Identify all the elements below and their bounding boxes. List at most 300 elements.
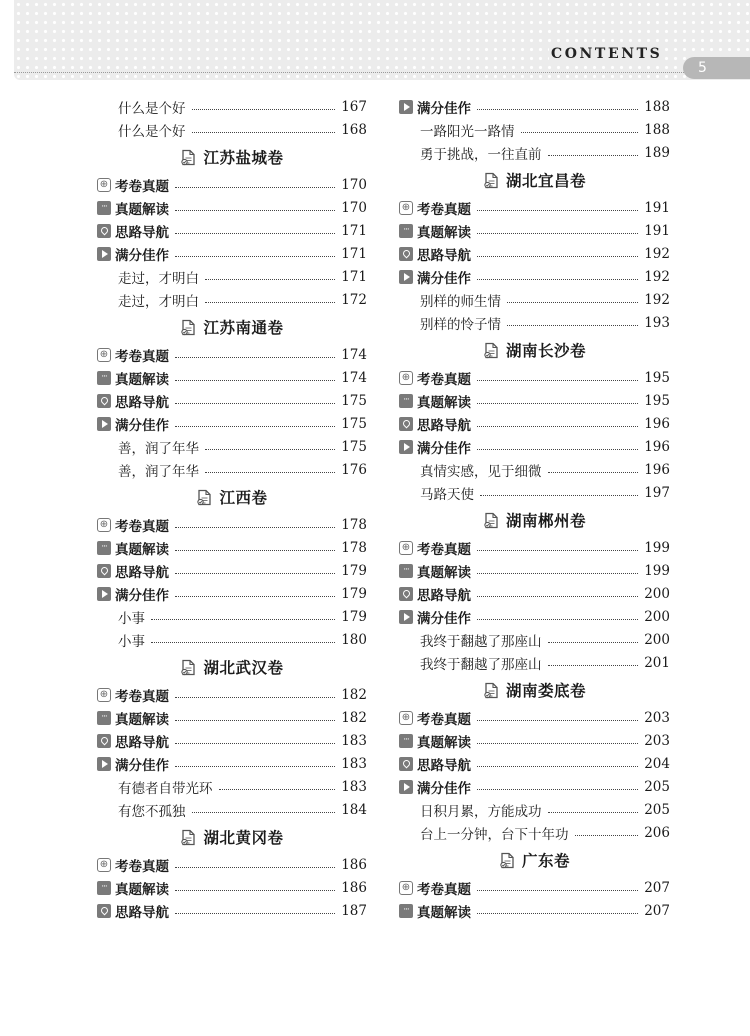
toc-entry-label: 思路导航 — [115, 564, 169, 581]
section-heading — [399, 334, 670, 366]
exam-paper-icon: ⊕ — [399, 201, 413, 215]
dot-leader — [175, 867, 335, 868]
toc-entry[interactable] — [97, 729, 367, 752]
dot-leader — [175, 573, 335, 574]
exam-paper-icon: ⊕ — [97, 178, 111, 192]
play-icon — [399, 780, 413, 794]
dot-leader — [477, 380, 638, 381]
header-band — [14, 0, 750, 80]
toc-essay-entry[interactable] — [399, 628, 670, 651]
play-icon — [399, 100, 413, 114]
section-heading-label: 湖北黄冈卷 — [203, 829, 284, 847]
toc-entry[interactable] — [97, 582, 367, 605]
page-number: 187 — [341, 902, 367, 919]
dot-leader — [205, 279, 335, 280]
page-number: 201 — [644, 654, 670, 671]
page-number: 179 — [341, 585, 367, 602]
dot-leader — [548, 665, 639, 666]
dot-leader — [192, 132, 336, 133]
document-icon — [499, 852, 516, 869]
page-number: 205 — [644, 778, 670, 795]
page-number: 186 — [341, 879, 367, 896]
toc-entry[interactable] — [399, 876, 670, 899]
page-number: 196 — [644, 415, 670, 432]
toc-entry-label: 走过，才明白 — [118, 293, 199, 310]
exam-paper-icon: ⊕ — [97, 518, 111, 532]
toc-entry[interactable] — [399, 242, 670, 265]
document-icon — [483, 682, 500, 699]
dot-leader — [205, 472, 335, 473]
toc-entry[interactable] — [399, 559, 670, 582]
exam-paper-icon: ⊕ — [399, 711, 413, 725]
toc-entry[interactable] — [399, 435, 670, 458]
section-heading — [97, 481, 367, 513]
toc-entry-label: 勇于挑战，一往直前 — [420, 146, 542, 163]
page-number: 172 — [341, 291, 367, 308]
dot-leader — [477, 279, 638, 280]
toc-entry-label: 思路导航 — [115, 904, 169, 921]
page-number: 183 — [341, 755, 367, 772]
page-number: 182 — [341, 709, 367, 726]
section-heading — [399, 844, 670, 876]
toc-essay-entry[interactable] — [97, 265, 367, 288]
toc-entry-label: 马路天使 — [420, 486, 474, 503]
toc-entry-label: 满分佳作 — [417, 780, 471, 797]
toc-entry[interactable] — [399, 899, 670, 922]
toc-entry-label: 思路导航 — [115, 224, 169, 241]
reading-icon: ··· — [97, 371, 111, 385]
dot-leader — [477, 233, 638, 234]
dot-leader — [151, 642, 335, 643]
toc-entry-label: 思路导航 — [417, 417, 471, 434]
page-title: CONTENTS — [551, 46, 663, 62]
toc-entry-label: 我终于翻越了那座山 — [420, 633, 542, 650]
dot-leader — [477, 890, 638, 891]
toc-entry[interactable] — [97, 683, 367, 706]
toc-entry[interactable] — [97, 752, 367, 775]
toc-essay-entry[interactable] — [97, 435, 367, 458]
section-heading-label: 湖南郴州卷 — [505, 512, 586, 530]
toc-entry-label: 考卷真题 — [417, 201, 471, 218]
dot-leader — [175, 256, 335, 257]
dot-leader — [477, 720, 638, 721]
page-number: 174 — [341, 369, 367, 386]
page-number: 206 — [644, 824, 670, 841]
toc-entry-label: 考卷真题 — [417, 881, 471, 898]
page-number: 176 — [341, 461, 367, 478]
toc-entry[interactable] — [97, 706, 367, 729]
toc-entry[interactable] — [399, 366, 670, 389]
page-number: 196 — [644, 438, 670, 455]
page-number: 203 — [644, 709, 670, 726]
dot-leader — [548, 812, 639, 813]
page-number-tab: 5 — [683, 57, 750, 79]
toc-entry-label: 台上一分钟，台下十年功 — [420, 826, 569, 843]
dot-leader — [192, 812, 336, 813]
navigation-pin-icon — [399, 417, 413, 431]
toc-entry[interactable] — [97, 412, 367, 435]
section-heading — [97, 141, 367, 173]
toc-entry-label: 什么是个好 — [118, 100, 186, 117]
dot-leader — [175, 403, 335, 404]
exam-paper-icon: ⊕ — [97, 688, 111, 702]
dot-leader — [477, 550, 638, 551]
dot-leader — [548, 472, 639, 473]
page-number: 188 — [644, 121, 670, 138]
page-number: 175 — [341, 438, 367, 455]
page-number: 207 — [644, 902, 670, 919]
dot-leader — [175, 697, 335, 698]
reading-icon: ··· — [97, 711, 111, 725]
toc-entry-label: 考卷真题 — [115, 858, 169, 875]
toc-entry-label: 考卷真题 — [417, 541, 471, 558]
page-number: 180 — [341, 631, 367, 648]
reading-icon: ··· — [399, 734, 413, 748]
page-number: 178 — [341, 516, 367, 533]
dot-leader — [151, 619, 335, 620]
dot-leader — [175, 527, 335, 528]
toc-entry-label: 日积月累，方能成功 — [420, 803, 542, 820]
page-number: 207 — [644, 879, 670, 896]
toc-entry-label: 什么是个好 — [118, 123, 186, 140]
toc-entry-label: 真题解读 — [417, 564, 471, 581]
toc-entry-label: 真题解读 — [115, 371, 169, 388]
page-number: 192 — [644, 245, 670, 262]
dot-leader — [477, 573, 638, 574]
page-number: 174 — [341, 346, 367, 363]
reading-icon: ··· — [97, 541, 111, 555]
reading-icon: ··· — [97, 201, 111, 215]
document-icon — [180, 319, 197, 336]
page-number: 204 — [644, 755, 670, 772]
toc-entry-label: 小事 — [118, 633, 145, 650]
toc-entry[interactable] — [97, 173, 367, 196]
section-heading-label: 广东卷 — [521, 852, 570, 870]
toc-essay-entry[interactable] — [97, 628, 367, 651]
toc-entry-label: 满分佳作 — [417, 100, 471, 117]
play-icon — [97, 757, 111, 771]
toc-entry-label: 善，润了年华 — [118, 440, 199, 457]
toc-entry-label: 满分佳作 — [115, 417, 169, 434]
header-divider — [14, 72, 686, 73]
toc-essay-entry[interactable] — [399, 288, 670, 311]
dot-leader — [175, 380, 335, 381]
page-number: 205 — [644, 801, 670, 818]
section-heading — [399, 504, 670, 536]
toc-essay-entry[interactable] — [97, 95, 367, 118]
dot-leader — [175, 890, 335, 891]
toc-entry[interactable] — [97, 389, 367, 412]
page-number: 175 — [341, 415, 367, 432]
toc-essay-entry[interactable] — [399, 481, 670, 504]
toc-entry-label: 考卷真题 — [115, 688, 169, 705]
toc-entry-label: 考卷真题 — [417, 371, 471, 388]
dot-leader — [477, 256, 638, 257]
page-number: 200 — [644, 608, 670, 625]
reading-icon: ··· — [399, 394, 413, 408]
toc-entry[interactable] — [97, 513, 367, 536]
dot-leader — [175, 596, 335, 597]
section-heading-label: 湖北武汉卷 — [203, 659, 284, 677]
dot-leader — [477, 619, 638, 620]
page-number: 184 — [341, 801, 367, 818]
toc-essay-entry[interactable] — [399, 821, 670, 844]
section-heading — [97, 311, 367, 343]
dot-leader — [175, 187, 335, 188]
document-icon — [180, 149, 197, 166]
dot-leader — [205, 449, 335, 450]
toc-entry[interactable] — [97, 559, 367, 582]
toc-entry[interactable] — [97, 536, 367, 559]
toc-essay-entry[interactable] — [97, 118, 367, 141]
page-number: 171 — [341, 268, 367, 285]
page-number: 197 — [644, 484, 670, 501]
toc-essay-entry[interactable] — [399, 311, 670, 334]
toc-essay-entry[interactable] — [97, 288, 367, 311]
navigation-pin-icon — [97, 224, 111, 238]
page-number: 175 — [341, 392, 367, 409]
toc-entry[interactable] — [97, 876, 367, 899]
toc-entry-label: 思路导航 — [115, 394, 169, 411]
dot-leader — [205, 302, 335, 303]
dot-leader — [477, 766, 638, 767]
toc-entry[interactable] — [399, 412, 670, 435]
toc-entry[interactable] — [97, 853, 367, 876]
toc-entry-label: 思路导航 — [417, 587, 471, 604]
exam-paper-icon: ⊕ — [97, 858, 111, 872]
toc-essay-entry[interactable] — [399, 798, 670, 821]
page-number: 192 — [644, 291, 670, 308]
dot-leader — [480, 495, 638, 496]
page-number: 186 — [341, 856, 367, 873]
dot-leader — [548, 155, 639, 156]
section-heading-label: 江苏盐城卷 — [203, 149, 284, 167]
dot-leader — [175, 720, 335, 721]
page-number: 195 — [644, 369, 670, 386]
dot-leader — [175, 426, 335, 427]
toc-entry-label: 真题解读 — [115, 201, 169, 218]
dot-leader — [219, 789, 336, 790]
page-number: 179 — [341, 562, 367, 579]
toc-essay-entry[interactable] — [399, 118, 670, 141]
dot-leader — [477, 743, 638, 744]
section-heading — [97, 651, 367, 683]
dot-leader — [175, 766, 335, 767]
toc-essay-entry[interactable] — [97, 775, 367, 798]
page-number: 191 — [644, 199, 670, 216]
toc-entry[interactable] — [399, 196, 670, 219]
toc-entry-label: 走过，才明白 — [118, 270, 199, 287]
toc-entry[interactable] — [97, 242, 367, 265]
dot-leader — [507, 325, 638, 326]
toc-entry-label: 考卷真题 — [417, 711, 471, 728]
dot-leader — [477, 403, 638, 404]
toc-entry-label: 小事 — [118, 610, 145, 627]
toc-essay-entry[interactable] — [97, 458, 367, 481]
page-number: 199 — [644, 562, 670, 579]
toc-entry-label: 真题解读 — [417, 904, 471, 921]
toc-entry-label: 满分佳作 — [417, 440, 471, 457]
page-number: 168 — [341, 121, 367, 138]
toc-entry-label: 考卷真题 — [115, 518, 169, 535]
toc-entry[interactable] — [97, 219, 367, 242]
toc-entry-label: 有德者自带光环 — [118, 780, 213, 797]
reading-icon: ··· — [399, 564, 413, 578]
toc-essay-entry[interactable] — [97, 605, 367, 628]
navigation-pin-icon — [399, 757, 413, 771]
exam-paper-icon: ⊕ — [97, 348, 111, 362]
toc-essay-entry[interactable] — [399, 651, 670, 674]
dot-leader — [192, 109, 336, 110]
page-number: 192 — [644, 268, 670, 285]
toc-entry-label: 满分佳作 — [417, 270, 471, 287]
toc-entry[interactable] — [97, 366, 367, 389]
page-number: 200 — [644, 631, 670, 648]
toc-entry-label: 别样的怜子情 — [420, 316, 501, 333]
dot-leader — [175, 210, 335, 211]
toc-entry[interactable] — [97, 343, 367, 366]
page-number: 171 — [341, 245, 367, 262]
document-icon — [483, 512, 500, 529]
document-icon — [180, 659, 197, 676]
page-number: 170 — [341, 199, 367, 216]
toc-entry[interactable] — [399, 729, 670, 752]
toc-entry-label: 满分佳作 — [115, 587, 169, 604]
navigation-pin-icon — [97, 734, 111, 748]
dot-leader — [548, 642, 639, 643]
page-number: 203 — [644, 732, 670, 749]
play-icon — [399, 440, 413, 454]
play-icon — [399, 270, 413, 284]
page-number: 183 — [341, 778, 367, 795]
toc-entry-label: 真题解读 — [115, 881, 169, 898]
dot-leader — [477, 210, 638, 211]
toc-entry[interactable] — [399, 536, 670, 559]
document-icon — [180, 829, 197, 846]
dot-leader — [575, 835, 639, 836]
reading-icon: ··· — [399, 224, 413, 238]
document-icon — [196, 489, 213, 506]
navigation-pin-icon — [97, 564, 111, 578]
page-number: 200 — [644, 585, 670, 602]
toc-essay-entry[interactable] — [97, 798, 367, 821]
toc-entry-label: 真题解读 — [417, 734, 471, 751]
page-number: 182 — [341, 686, 367, 703]
toc-entry-label: 满分佳作 — [115, 757, 169, 774]
page-number: 179 — [341, 608, 367, 625]
page-number: 199 — [644, 539, 670, 556]
reading-icon: ··· — [399, 904, 413, 918]
page-number: 171 — [341, 222, 367, 239]
dot-leader — [175, 743, 335, 744]
toc-entry[interactable] — [399, 706, 670, 729]
exam-paper-icon: ⊕ — [399, 541, 413, 555]
toc-entry-label: 真题解读 — [417, 224, 471, 241]
toc-entry-label: 别样的师生情 — [420, 293, 501, 310]
section-heading — [399, 164, 670, 196]
page-number: 188 — [644, 98, 670, 115]
section-heading-label: 江西卷 — [219, 489, 268, 507]
toc-entry[interactable] — [399, 582, 670, 605]
toc-entry-label: 考卷真题 — [115, 348, 169, 365]
toc-entry-label: 考卷真题 — [115, 178, 169, 195]
page-number: 167 — [341, 98, 367, 115]
toc-left-column — [97, 95, 367, 922]
exam-paper-icon: ⊕ — [399, 881, 413, 895]
play-icon — [399, 610, 413, 624]
page-number: 193 — [644, 314, 670, 331]
toc-entry-label: 思路导航 — [417, 247, 471, 264]
toc-entry-label: 满分佳作 — [417, 610, 471, 627]
toc-essay-entry[interactable] — [399, 141, 670, 164]
play-icon — [97, 247, 111, 261]
page-number: 170 — [341, 176, 367, 193]
dot-leader — [477, 426, 638, 427]
toc-entry[interactable] — [97, 196, 367, 219]
toc-entry-label: 真题解读 — [417, 394, 471, 411]
toc-entry-label: 真题解读 — [115, 541, 169, 558]
dot-leader — [477, 596, 638, 597]
toc-entry-label: 一路阳光一路情 — [420, 123, 515, 140]
play-icon — [97, 417, 111, 431]
toc-entry-label: 善，润了年华 — [118, 463, 199, 480]
section-heading-label: 江苏南通卷 — [203, 319, 284, 337]
page-number: 196 — [644, 461, 670, 478]
navigation-pin-icon — [399, 247, 413, 261]
toc-entry[interactable] — [399, 95, 670, 118]
toc-entry[interactable] — [399, 219, 670, 242]
toc-entry[interactable] — [399, 752, 670, 775]
reading-icon: ··· — [97, 881, 111, 895]
toc-entry-label: 满分佳作 — [115, 247, 169, 264]
page-number: 195 — [644, 392, 670, 409]
page-number: 178 — [341, 539, 367, 556]
document-icon — [483, 342, 500, 359]
toc-entry-label: 我终于翻越了那座山 — [420, 656, 542, 673]
toc-entry[interactable] — [399, 605, 670, 628]
section-heading — [399, 674, 670, 706]
section-heading-label: 湖南长沙卷 — [505, 342, 586, 360]
toc-entry-label: 思路导航 — [417, 757, 471, 774]
dot-leader — [477, 789, 638, 790]
toc-entry[interactable] — [399, 775, 670, 798]
dot-leader — [175, 550, 335, 551]
dot-leader — [477, 109, 638, 110]
toc-entry[interactable] — [399, 389, 670, 412]
navigation-pin-icon — [97, 904, 111, 918]
toc-entry-label: 思路导航 — [115, 734, 169, 751]
exam-paper-icon: ⊕ — [399, 371, 413, 385]
dot-leader — [507, 302, 638, 303]
navigation-pin-icon — [399, 587, 413, 601]
play-icon — [97, 587, 111, 601]
toc-essay-entry[interactable] — [399, 458, 670, 481]
toc-entry[interactable] — [399, 265, 670, 288]
dot-leader — [477, 449, 638, 450]
toc-right-column — [399, 95, 670, 922]
document-icon — [483, 172, 500, 189]
toc-entry-label: 真题解读 — [115, 711, 169, 728]
dot-leader — [175, 913, 335, 914]
section-heading-label: 湖南娄底卷 — [505, 682, 586, 700]
dot-leader — [175, 357, 335, 358]
section-heading — [97, 821, 367, 853]
navigation-pin-icon — [97, 394, 111, 408]
dot-leader — [175, 233, 335, 234]
dot-leader — [477, 913, 638, 914]
toc-entry[interactable] — [97, 899, 367, 922]
page-number: 189 — [644, 144, 670, 161]
